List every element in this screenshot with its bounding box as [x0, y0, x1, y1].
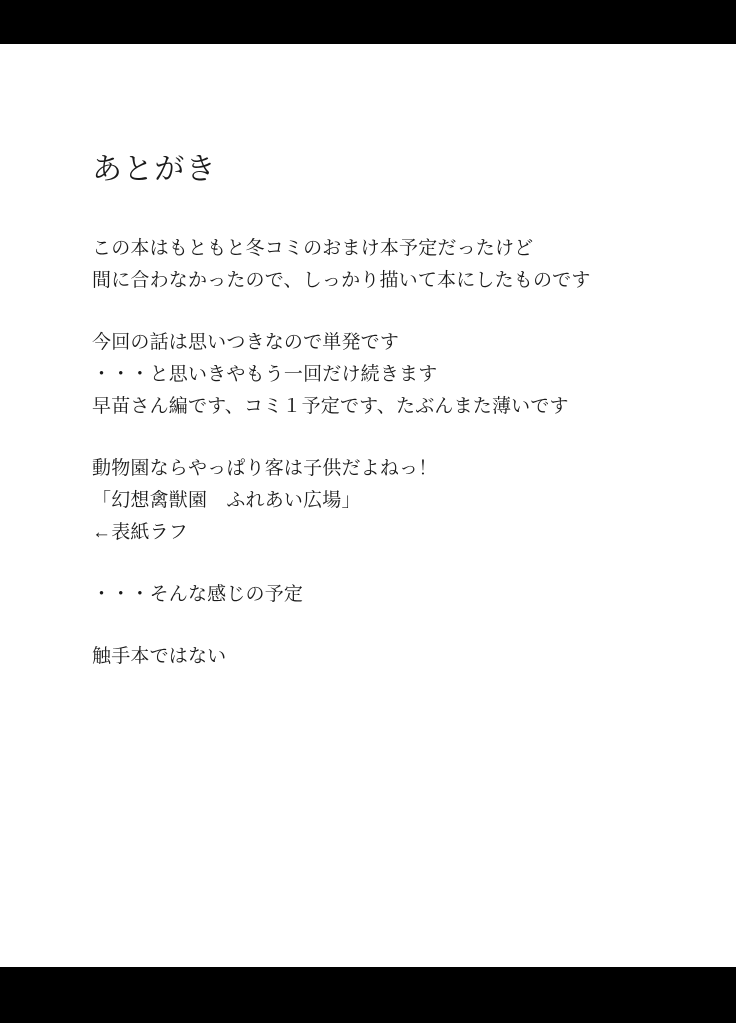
text-line: ・・・と思いきやもう一回だけ続きます [92, 364, 438, 385]
text-line: 動物園ならやっぱり客は子供だよねっ！ [92, 458, 438, 479]
text-line: 触手本ではない [92, 646, 227, 667]
text-line: 今回の話は思いつきなので単発です [92, 332, 400, 353]
paragraph-3 [92, 453, 672, 549]
paragraph-2 [92, 327, 672, 423]
text-line: この本はもともと冬コミのおまけ本予定だったけど [92, 238, 534, 259]
page-title: あとがき [92, 153, 217, 186]
text-line: 早苗さん編です、コミ１予定です、たぶんまた薄いです [92, 396, 569, 417]
paper-sheet [0, 44, 736, 967]
afterword-content [92, 150, 672, 673]
text-line: 間に合わなかったので、しっかり描いて本にしたものです [92, 270, 591, 291]
text-line: 「幻想禽獣園 ふれあい広場」 [92, 490, 361, 511]
paragraph-4 [92, 579, 672, 611]
paragraph-1 [92, 233, 672, 297]
text-line: ・・・そんな感じの予定 [92, 584, 304, 605]
paragraph-5 [92, 641, 672, 673]
text-line: ←表紙ラフ [92, 522, 188, 543]
